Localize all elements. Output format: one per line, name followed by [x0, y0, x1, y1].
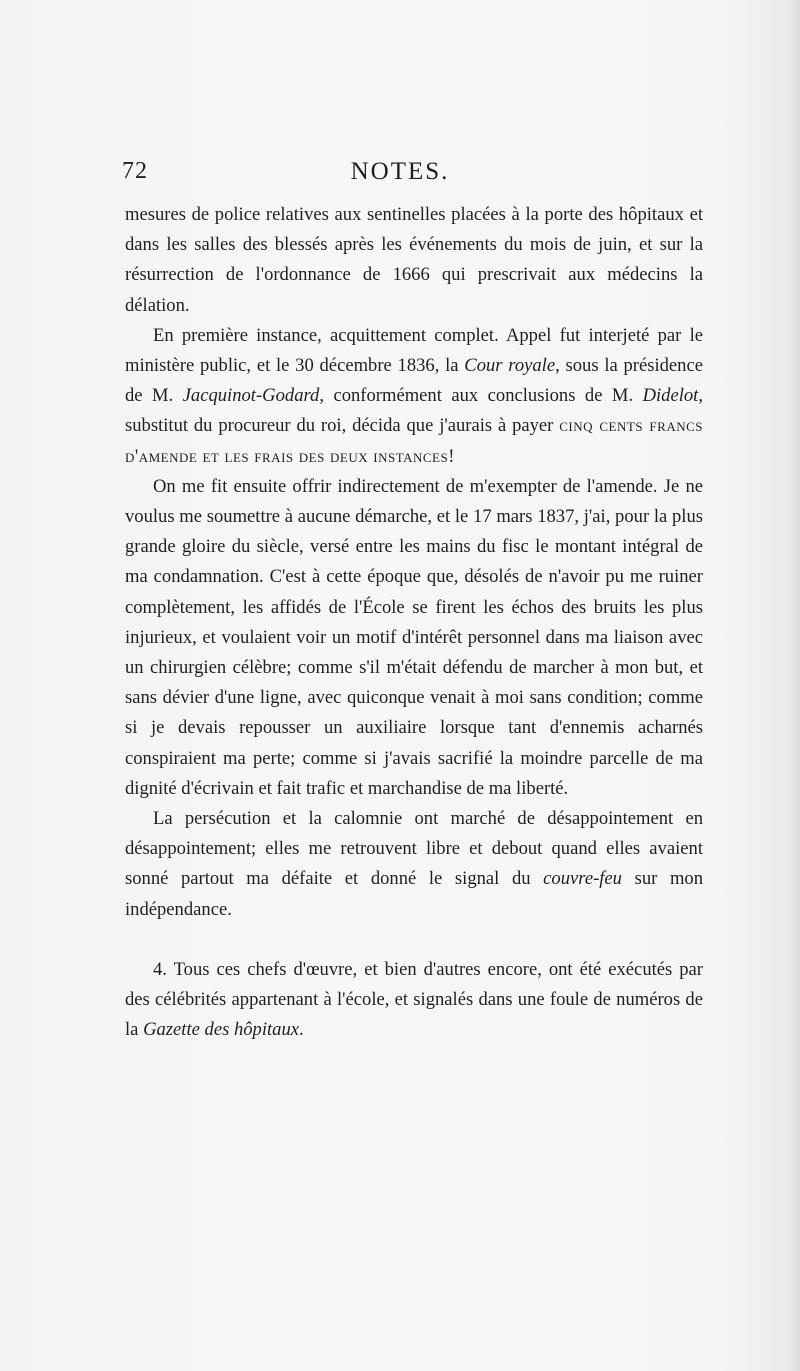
paragraph-3 — [125, 472, 703, 804]
page-edge-shadow — [786, 0, 800, 1371]
italic-text: Gazette des hôpitaux — [143, 1019, 300, 1041]
text-run: mesures de police relatives aux sentinelles placées à la porte des hôpitaux et dans les salles des blessés après les événements du mois de juin, et sur la résurrection de l'ordonnance de 1666 qui prescrivait aux médecins la délation. — [125, 204, 703, 316]
text-run: . — [299, 1019, 304, 1041]
text-run: , sous la présidence de M. — [125, 355, 703, 407]
italic-text: couvre-feu — [543, 868, 622, 890]
small-caps-text: cinq cents francs d'amende et les frais des deux instances! — [125, 415, 704, 467]
text-run: En première instance, acquittement complet. Appel fut interjeté par le ministère public, et le 30 décembre 1836, la — [125, 324, 703, 377]
text-run: sur mon indépendance. — [125, 868, 703, 920]
text-run: , substitut du procureur du roi, décida que j'aurais à payer — [125, 385, 703, 437]
page-number: 72 — [122, 158, 148, 184]
italic-text: Cour royale — [464, 355, 556, 377]
text-run: , conformément aux conclusions de M. — [319, 385, 643, 407]
text-run: On me fit ensuite offrir indirectement de m'exempter de l'amende. Je ne voulus me soumettre à aucune démarche, et le 17 mars 1837, j'ai, pour la plus grande gloire du siècle, versé entre les mains du fisc le montant intégral de ma condamnation. C'est à cette époque que, désolés de n'avoir pu me ruiner complètement, les affidés de l'École se firent les échos des bruits les plus injurieux, et voulaient voir un motif d'intérêt personnel dans ma liaison avec un chirurgien célèbre; comme s'il m'était défendu de marcher à mon but, et sans dévier d'une ligne, avec quiconque venait à moi sans condition; comme si je devais repousser un auxiliaire lorsque tant d'ennemis acharnés conspiraient ma perte; comme si j'avais sacrifié la moindre parcelle de ma dignité d'écrivain et fait trafic et marchandise de ma liberté. — [125, 475, 703, 799]
footnote-4 — [125, 955, 703, 1046]
text-run: 4. Tous ces chefs d'œuvre, et bien d'autres encore, ont été exécutés par des célébrités appartenant à l'école, et signalés dans une foule de numéros de la — [125, 958, 703, 1041]
body-text — [125, 200, 703, 1045]
paragraph-4 — [125, 804, 703, 925]
italic-text: Didelot — [642, 385, 699, 407]
running-head: NOTES. — [350, 158, 450, 185]
italic-text: Jacquinot-Godard — [182, 385, 320, 407]
paragraph-2 — [125, 321, 703, 472]
paragraph-1 — [125, 200, 703, 321]
text-run: La persécution et la calomnie ont marché de désappointement en désappointement; elles me retrouvent libre et debout quand elles avaient sonné partout ma défaite et donné le signal du — [125, 808, 703, 890]
page-header — [0, 158, 800, 192]
